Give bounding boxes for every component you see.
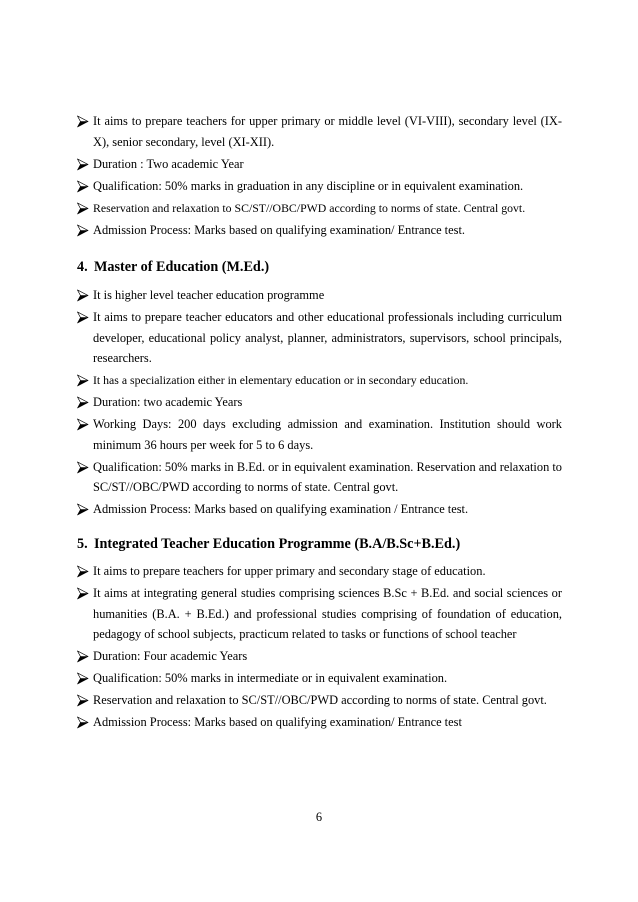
section-title: Master of Education (M.Ed.) [94,259,270,275]
arrow-bullet-icon [76,307,89,327]
list-item-text: It is higher level teacher education programme [93,288,325,302]
arrow-bullet-icon [76,583,89,603]
arrow-bullet-icon [76,690,89,710]
arrow-bullet-icon [76,392,89,412]
arrow-bullet-icon [76,414,89,434]
list-item-text: Qualification: 50% marks in graduation in any discipline or in equivalent examination. [93,178,524,193]
list-item-text: Admission Process: Marks based on qualifying examination/ Entrance test [93,715,462,729]
arrow-bullet-icon [76,561,89,581]
bed-details-section [0,111,638,242]
section-number: 5. [77,536,88,552]
list-item-text: Admission Process: Marks based on qualifying examination / Entrance test. [93,502,469,516]
list-item-text: Working Days: 200 days excluding admission and examination. Institution should work minimum 36 hours per week for 5 to 6 days. [93,417,562,452]
list-item [0,646,638,667]
list-item [0,690,638,711]
bed-details-list [0,111,638,240]
list-item [0,285,638,306]
list-item [0,307,638,369]
arrow-bullet-icon [76,154,89,174]
page-number: 6 [315,810,323,824]
section-heading-med [77,258,269,276]
list-item [0,370,638,391]
list-item [0,111,638,152]
section-heading-itep [77,535,460,553]
arrow-bullet-icon [76,668,89,688]
arrow-bullet-icon [76,370,89,390]
list-item-text: Admission Process: Marks based on qualifying examination/ Entrance test. [93,222,465,237]
list-item [0,499,638,520]
list-item-text: Duration : Two academic Year [93,156,244,171]
list-item [0,712,638,733]
list-item-text: It has a specialization either in elementary education or in secondary education. [93,373,469,387]
list-item-text: Duration: two academic Years [93,395,243,409]
list-item [0,457,638,498]
list-item [0,392,638,413]
list-item-text: Reservation and relaxation to SC/ST//OBC/PWD according to norms of state. Central govt. [93,693,547,707]
list-item-text: Qualification: 50% marks in intermediate or in equivalent examination. [93,671,448,685]
med-details-section [0,285,638,521]
list-item [0,154,638,175]
arrow-bullet-icon [76,198,89,218]
list-item [0,198,638,219]
list-item-text: It aims to prepare teachers for upper primary or middle level (VI-VIII), secondary level (IX-X), senior secondary, level (XI-XII). [93,114,562,149]
list-item-text: Duration: Four academic Years [93,649,248,663]
section-number: 4. [77,259,88,275]
arrow-bullet-icon [76,220,89,240]
list-item-text: It aims at integrating general studies comprising sciences B.Sc + B.Ed. and social sciences or humanities (B.A. + B.Ed.) and professional studies comprising of foundation of education, pedagogy of school subjects, practicum related to tasks or functions of school teacher [93,586,562,641]
arrow-bullet-icon [76,111,89,131]
med-details-list [0,285,638,520]
list-item [0,176,638,197]
arrow-bullet-icon [76,646,89,666]
list-item-text: It aims to prepare teachers for upper primary and secondary stage of education. [93,564,486,578]
list-item [0,220,638,241]
arrow-bullet-icon [76,457,89,477]
list-item [0,668,638,689]
arrow-bullet-icon [76,712,89,732]
arrow-bullet-icon [76,285,89,305]
list-item [0,561,638,582]
section-title: Integrated Teacher Education Programme (B.A/B.Sc+B.Ed.) [94,536,461,552]
list-item [0,414,638,455]
itep-details-list [0,561,638,733]
list-item-text: Reservation and relaxation to SC/ST//OBC/PWD according to norms of state. Central govt. [93,200,526,215]
arrow-bullet-icon [76,499,89,519]
arrow-bullet-icon [76,176,89,196]
list-item [0,583,638,645]
list-item-text: Qualification: 50% marks in B.Ed. or in equivalent examination. Reservation and relaxation to SC/ST//OBC/PWD according to norms of state. Central govt. [93,459,562,494]
itep-details-section [0,561,638,734]
list-item-text: It aims to prepare teacher educators and other educational professionals including curriculum developer, educational policy analyst, planner, administrators, supervisors, school principals, researchers. [93,310,562,365]
